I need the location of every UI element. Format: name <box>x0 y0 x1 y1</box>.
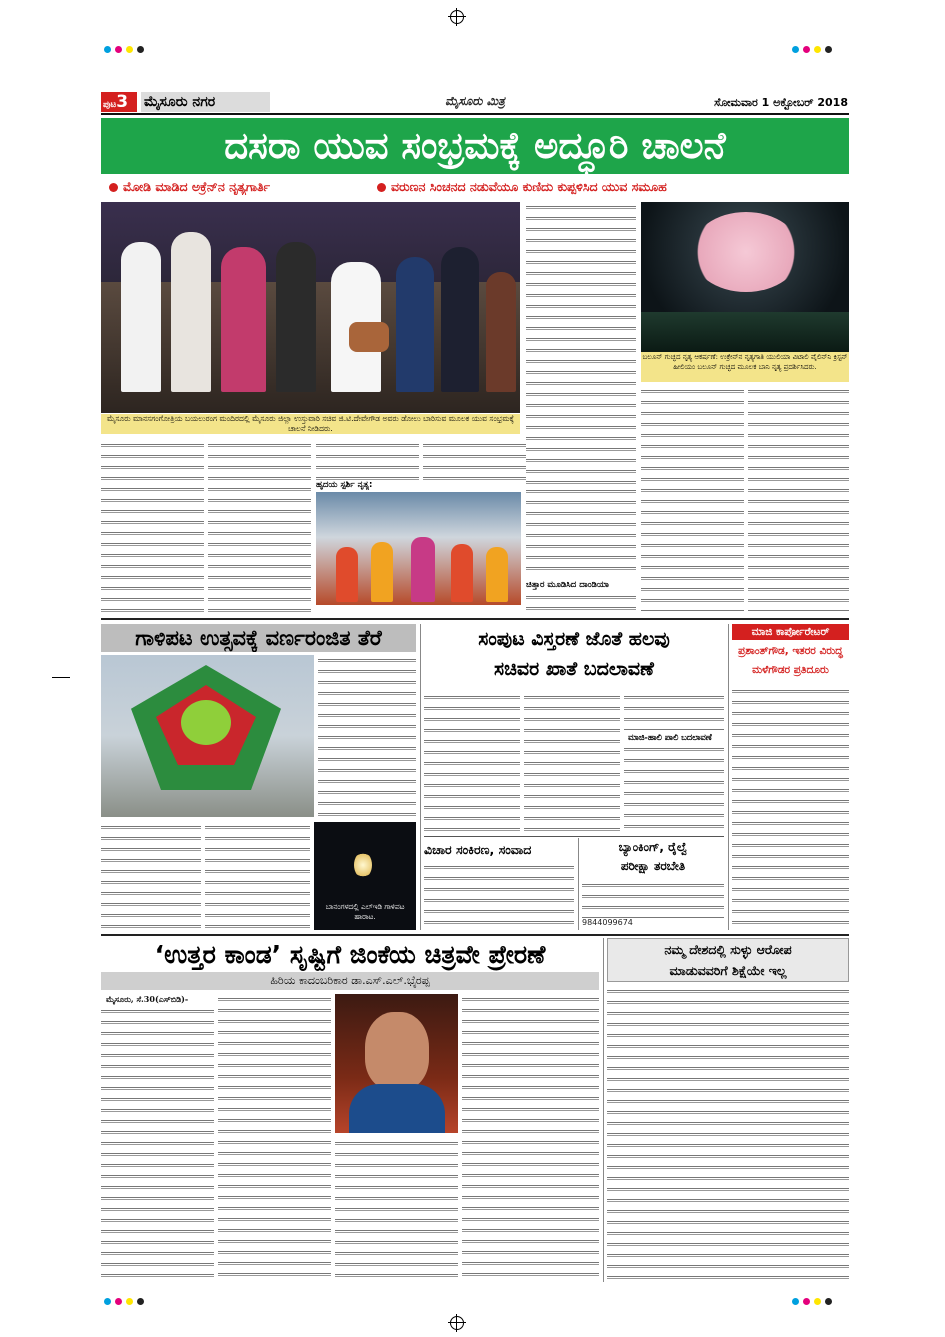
subhead-dance: ಹೃದಯ ಸ್ಪರ್ಶಿ ನೃತ್ಯ: <box>316 480 373 490</box>
kicker-1: ಮೋಡಿ ಮಾಡಿದ ಅಕ್ರೆನ್‌ನ ನೃತ್ಯಗಾರ್ತಿ <box>123 179 271 194</box>
section-divider-1 <box>101 618 849 620</box>
lead-story-text-col-6 <box>748 386 849 612</box>
lead-banner <box>101 118 849 174</box>
uttara-text-col-4 <box>462 994 599 1282</box>
cabinet-text-col-1 <box>424 692 520 832</box>
lead-story-text-col-4 <box>423 440 526 486</box>
accusation-headline-1: ನಮ್ಮ ದೇಶದಲ್ಲಿ ಸುಳ್ಳು ಆರೋಪ <box>664 942 792 957</box>
corporator-label: ಮಾಜಿ ಕಾರ್ಪೋರೇಟರ್ <box>751 626 830 638</box>
uttara-dateline: ಮೈಸೂರು, ಸೆ.30(ಎಸ್‌ಬಿಡಿ)- <box>106 994 189 1004</box>
subhead-dandiya: ಚಿತ್ತಾರ ಮೂಡಿಸಿದ ದಾಂಡಿಯಾ <box>526 580 609 590</box>
uttara-headline: ‘ಉತ್ತರ ಕಾಂಡ’ ಸೃಷ್ಟಿಗೆ ಜಿಂಕೆಯ ಚಿತ್ರವೇ ಪ್ರೇರಣೆ <box>154 940 546 969</box>
uttara-byline: ಹಿರಿಯ ಕಾದಂಬರಿಕಾರ ಡಾ.ಎಸ್.ಎಲ್.ಭೈರಪ್ಪ <box>270 974 430 987</box>
vichara-headline: ವಿಚಾರ ಸಂಕಿರಣ, ಸಂವಾದ <box>424 842 532 857</box>
lead-headline: ದಸರಾ ಯುವ ಸಂಭ್ರಮಕ್ಕೆ ಅದ್ಧೂರಿ ಚಾಲನೆ <box>224 124 726 167</box>
kite-story-text-col-3 <box>205 822 310 930</box>
cabinet-text-col-2 <box>524 692 620 832</box>
corporator-headline-block <box>732 642 849 682</box>
banking-headline-2: ಪರೀಕ್ಷಾ ತರಬೇತಿ <box>620 859 686 873</box>
lead-kickers <box>101 178 849 198</box>
column-rule <box>728 624 729 930</box>
banking-text <box>582 880 724 918</box>
cabinet-text-col-3a <box>624 692 724 730</box>
vichara-text <box>424 862 574 930</box>
masthead: ಮೈಸೂರು ಮಿತ್ರ <box>445 94 505 108</box>
issue-date: ಸೋಮವಾರ 1 ಅಕ್ಟೋಬರ್ 2018 <box>714 96 848 109</box>
balloon-photo <box>641 202 849 352</box>
kite-photo <box>101 655 314 817</box>
kite-story-text-col-2 <box>101 822 201 930</box>
accusation-text <box>607 986 849 1282</box>
color-dots-bottom-left <box>102 1290 146 1309</box>
cabinet-subhead: ಮಾಜಿ-ಹಾಲಿ ಪಾಲಿ ಬದಲಾವಣೆ <box>628 732 712 742</box>
header-rule <box>101 113 849 115</box>
cabinet-text-col-3b <box>624 744 724 832</box>
kicker-2: ವರುಣನ ಸಿಂಚನದ ನಡುವೆಯೂ ಕುಣಿದು ಕುಪ್ಪಳಿಸಿದ ಯುವ ಸಮೂಹ <box>391 179 667 194</box>
page-folio <box>101 92 269 112</box>
fold-mark <box>52 677 70 678</box>
banking-headline-1: ಬ್ಯಾಂಕಿಂಗ್, ರೈಲ್ವೆ <box>618 840 688 854</box>
corporator-label-box <box>732 624 849 640</box>
balloon-photo-caption: ಬಲೂನ್ ಗುಚ್ಛದ ನೃತ್ಯ ಆಕರ್ಷಣೆ: ಉಕ್ರೇನ್‌ನ ನೃತ್ಯಗಾತಿ ಯುಲಿಯಾ ವಿಟಾಲಿ ವೈಲಿನ್‌ನಿ ಕ್ರಿಸ್ಟನ್ ಹೀಲಿಯಂ ಬಲೂನ್ ಗುಚ್ಛದ ಮೂಲಕ ಬಾನಿ ನೃತ್ಯ ಪ್ರದರ್ಶಿಸಿದರು. <box>641 352 849 382</box>
lead-story-text-col-a2 <box>526 486 636 578</box>
accusation-headline-block <box>607 938 849 982</box>
bhyrappa-photo <box>335 994 458 1133</box>
lead-story-text-col-2 <box>208 440 311 612</box>
column-rule <box>578 838 579 930</box>
lantern-caption: ಬಾನಂಗಳದಲ್ಲಿ ಎಲ್‌ಇಡಿ ಗಾಳಿಪಟ ಹಾರಾಟ. <box>325 902 405 921</box>
cabinet-headline-block <box>424 624 724 690</box>
column-rule <box>420 624 421 930</box>
registration-mark-bottom <box>450 1316 464 1330</box>
kicker-bullet <box>109 183 118 192</box>
lead-story-text-col-a3 <box>526 592 636 612</box>
uttara-text-col-1 <box>101 1006 214 1282</box>
banking-headline-block <box>582 838 724 878</box>
section-label: ಮೈಸೂರು ನಗರ <box>141 92 270 112</box>
cabinet-headline-1: ಸಂಪುಟ ವಿಸ್ತರಣೆ ಜೊತೆ ಹಲವು <box>478 628 670 650</box>
color-dots-top-right <box>790 38 834 57</box>
section-divider-2 <box>101 934 849 936</box>
cabinet-headline-2: ಸಚಿವರ ಖಾತೆ ಬದಲಾವಣೆ <box>494 658 654 680</box>
corporator-text <box>732 686 849 930</box>
banking-phone: 9844099674 <box>582 918 633 927</box>
dance-photo <box>316 492 521 605</box>
lead-story-text-col-5 <box>641 386 744 612</box>
column-rule <box>603 938 604 1282</box>
kite-story-text-col-1 <box>318 655 416 817</box>
kite-banner <box>101 624 416 652</box>
uttara-text-col-2 <box>218 994 331 1282</box>
lead-photo-caption: ಮೈಸೂರು ಮಾನಸಗಂಗೋತ್ರಿಯ ಬಯಲುರಂಗ ಮಂದಿರದಲ್ಲಿ ಮೈಸೂರು ಜಿಲ್ಲಾ ಉಸ್ತುವಾರಿ ಸಚಿವ ಜಿ.ಟಿ.ದೇವೇಗೌಡ ಅವರು ಡೋಲು ಬಾರಿಸುವ ಮೂಲಕ ಯುವ ಸಂಭ್ರಮಕ್ಕೆ ಚಾಲನೆ ನೀಡಿದರು. <box>101 414 520 434</box>
corporator-headline-2: ಮಳೆಗೌಡರ ಪ್ರತಿದೂರು <box>752 664 829 676</box>
color-dots-top-left <box>102 38 146 57</box>
uttara-text-col-3 <box>335 1138 458 1282</box>
registration-mark-top <box>450 10 464 24</box>
lantern-photo <box>314 822 416 930</box>
kite-headline: ಗಾಳಿಪಟ ಉತ್ಸವಕ್ಕೆ ವರ್ಣರಂಜಿತ ತೆರೆ <box>135 626 382 650</box>
lead-story-text-col-1 <box>101 440 204 612</box>
color-dots-bottom-right <box>790 1290 834 1309</box>
page-number-badge: ಪುಟ3 <box>101 92 137 112</box>
corporator-headline-1: ಪ್ರಶಾಂತ್‌ಗೌಡ, ಇತರರ ವಿರುದ್ಧ <box>738 645 843 657</box>
accusation-headline-2: ಮಾಡುವವರಿಗೆ ಶಿಕ್ಷೆಯೇ ಇಲ್ಲ <box>669 963 787 978</box>
lead-photo <box>101 202 520 413</box>
kicker-bullet <box>377 183 386 192</box>
cabinet-bottom-rule <box>424 836 724 837</box>
uttara-byline-box <box>101 972 599 990</box>
